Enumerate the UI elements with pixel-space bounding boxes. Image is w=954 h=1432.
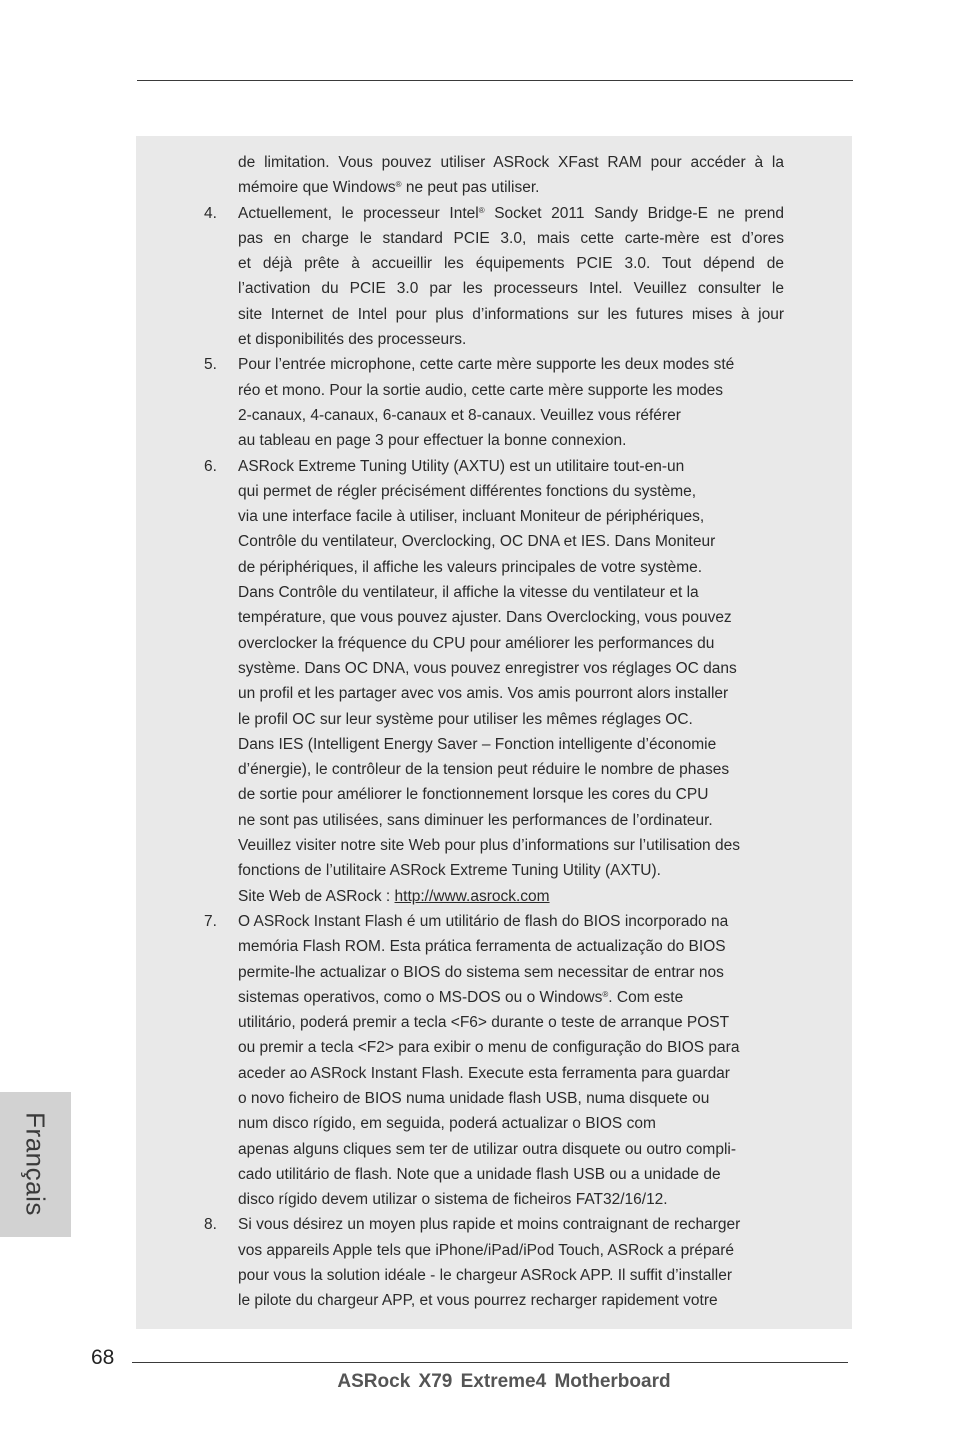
- text-line: o novo ficheiro de BIOS numa unidade flash USB, numa disquete ou: [238, 1089, 710, 1107]
- list-item-number: 8.: [204, 1216, 217, 1234]
- text-line: Veuillez visiter notre site Web pour plus d’informations sur l’utilisation des: [238, 837, 740, 855]
- text-line: num disco rígido, em seguida, poderá actualizar o BIOS com: [238, 1115, 656, 1133]
- text-line: overclocker la fréquence du CPU pour améliorer les performances du: [238, 634, 715, 652]
- text-line: réo et mono. Pour la sortie audio, cette carte mère supporte les modes: [238, 381, 724, 399]
- list-item: [204, 352, 784, 453]
- numbered-list: [204, 201, 784, 1314]
- registered-mark: ®: [602, 989, 609, 999]
- list-item-number: 7.: [204, 912, 217, 930]
- text-line: 4. Actuellement, le processeur Intel® Socket 2011 Sandy Bridge-E ne prend: [238, 201, 784, 226]
- text-line: Dans Contrôle du ventilateur, il affiche la vitesse du ventilateur et la: [238, 584, 699, 602]
- text-line: d’énergie), le contrôleur de la tension peut réduire le nombre de phases: [238, 761, 730, 779]
- list-item: [204, 201, 784, 353]
- text-line: de sortie pour améliorer le fonctionnement lorsque les cores du CPU: [238, 786, 709, 804]
- text-line: 8. Si vous désirez un moyen plus rapide et moins contraignant de recharger: [238, 1212, 784, 1237]
- list-item: [204, 909, 784, 1213]
- text-line: le profil OC sur leur système pour utiliser les mêmes réglages OC.: [238, 710, 693, 728]
- text-line: le pilote du chargeur APP, et vous pourrez recharger rapidement votre: [238, 1292, 718, 1310]
- text-line: Contrôle du ventilateur, Overclocking, OC DNA et IES. Dans Moniteur: [238, 533, 716, 551]
- text-line: site Internet de Intel pour plus d’informations sur les futures mises à jour: [238, 305, 784, 323]
- website-link[interactable]: http://www.asrock.com: [394, 887, 550, 905]
- text-line: disco rígido devem utilizar o sistema de ficheiros FAT32/16/12.: [238, 1191, 668, 1209]
- text-line: système. Dans OC DNA, vous pouvez enregistrer vos réglages OC dans: [238, 659, 737, 677]
- manual-text: [204, 150, 784, 1314]
- text-line: fonctions de l’utilitaire ASRock Extreme Tuning Utility (AXTU).: [238, 862, 661, 880]
- text-line: un profil et les partager avec vos amis. Vos amis pourront alors installer: [238, 685, 729, 703]
- language-side-tab: [0, 1092, 71, 1237]
- text-line: qui permet de régler précisément différentes fonctions du système,: [238, 482, 697, 500]
- header-rule: [137, 80, 853, 81]
- registered-mark: ®: [478, 205, 485, 215]
- text-line: et disponibilités des processeurs.: [238, 331, 467, 349]
- text-line: 2-canaux, 4-canaux, 6-canaux et 8-canaux. Veuillez vous référer: [238, 406, 681, 424]
- language-label: Français: [20, 1112, 51, 1216]
- text-line: pas en charge le standard PCIE 3.0, mais cette carte-mère est d’ores: [238, 229, 784, 247]
- text-line: memória Flash ROM. Esta prática ferramenta de actualização do BIOS: [238, 938, 726, 956]
- text-line: ou premir a tecla <F2> para exibir o menu de configuração do BIOS para: [238, 1039, 740, 1057]
- text-line: 7. O ASRock Instant Flash é um utilitário de flash do BIOS incorporado na: [238, 909, 784, 934]
- text-line: Dans IES (Intelligent Energy Saver – Fonction intelligente d’économie: [238, 735, 717, 753]
- intro-line: de limitation. Vous pouvez utiliser ASRock XFast RAM pour accéder à la: [238, 154, 784, 171]
- list-item: [204, 1212, 784, 1313]
- list-item-number: 5.: [204, 356, 217, 374]
- text-line: au tableau en page 3 pour effectuer la bonne connexion.: [238, 432, 627, 450]
- list-item: [204, 454, 784, 909]
- text-line: pour vous la solution idéale - le chargeur ASRock APP. Il suffit d’installer: [238, 1267, 732, 1285]
- text-line: et déjà prête à accueillir les équipements PCIE 3.0. Tout dépend de: [238, 255, 784, 273]
- footer-rule: [132, 1362, 848, 1363]
- text-line: aceder ao ASRock Instant Flash. Execute esta ferramenta para guardar: [238, 1064, 730, 1082]
- text-line: permite-lhe actualizar o BIOS do sistema sem necessitar de entrar nos: [238, 963, 724, 981]
- footer-title: ASRock X79 Extreme4 Motherboard: [337, 1371, 671, 1392]
- text-line: vos appareils Apple tels que iPhone/iPad/iPod Touch, ASRock a préparé: [238, 1241, 735, 1259]
- text-line: cado utilitário de flash. Note que a unidade flash USB ou a unidade de: [238, 1165, 721, 1183]
- website-label: Site Web de ASRock :: [238, 887, 395, 905]
- text-line: sistemas operativos, como o MS-DOS ou o Windows®. Com este: [238, 988, 684, 1006]
- intro-paragraph: [238, 150, 784, 201]
- text-line: apenas alguns cliques sem ter de utilizar outra disquete ou outro compli-: [238, 1140, 736, 1158]
- website-line: [238, 884, 784, 909]
- text-line: 6. ASRock Extreme Tuning Utility (AXTU) est un utilitaire tout-en-un: [238, 454, 784, 479]
- text-line: de périphériques, il affiche les valeurs principales de votre système.: [238, 558, 703, 576]
- registered-mark: ®: [395, 180, 402, 190]
- list-item-number: 6.: [204, 457, 217, 475]
- intro-line: mémoire que Windows® ne peut pas utiliser.: [238, 179, 540, 197]
- list-item-number: 4.: [204, 204, 217, 222]
- text-line: ne sont pas utilisées, sans diminuer les performances de l’ordinateur.: [238, 811, 713, 829]
- text-line: 5. Pour l’entrée microphone, cette carte mère supporte les deux modes sté: [238, 352, 784, 377]
- text-line: l’activation du PCIE 3.0 par les processeurs Intel. Veuillez consulter le: [238, 280, 784, 298]
- text-line: utilitário, poderá premir a tecla <F6> durante o teste de arranque POST: [238, 1014, 730, 1032]
- text-line: température, que vous pouvez ajuster. Dans Overclocking, vous pouvez: [238, 609, 732, 627]
- text-line: via une interface facile à utiliser, incluant Moniteur de périphériques,: [238, 508, 705, 526]
- page-number: 68: [91, 1346, 115, 1369]
